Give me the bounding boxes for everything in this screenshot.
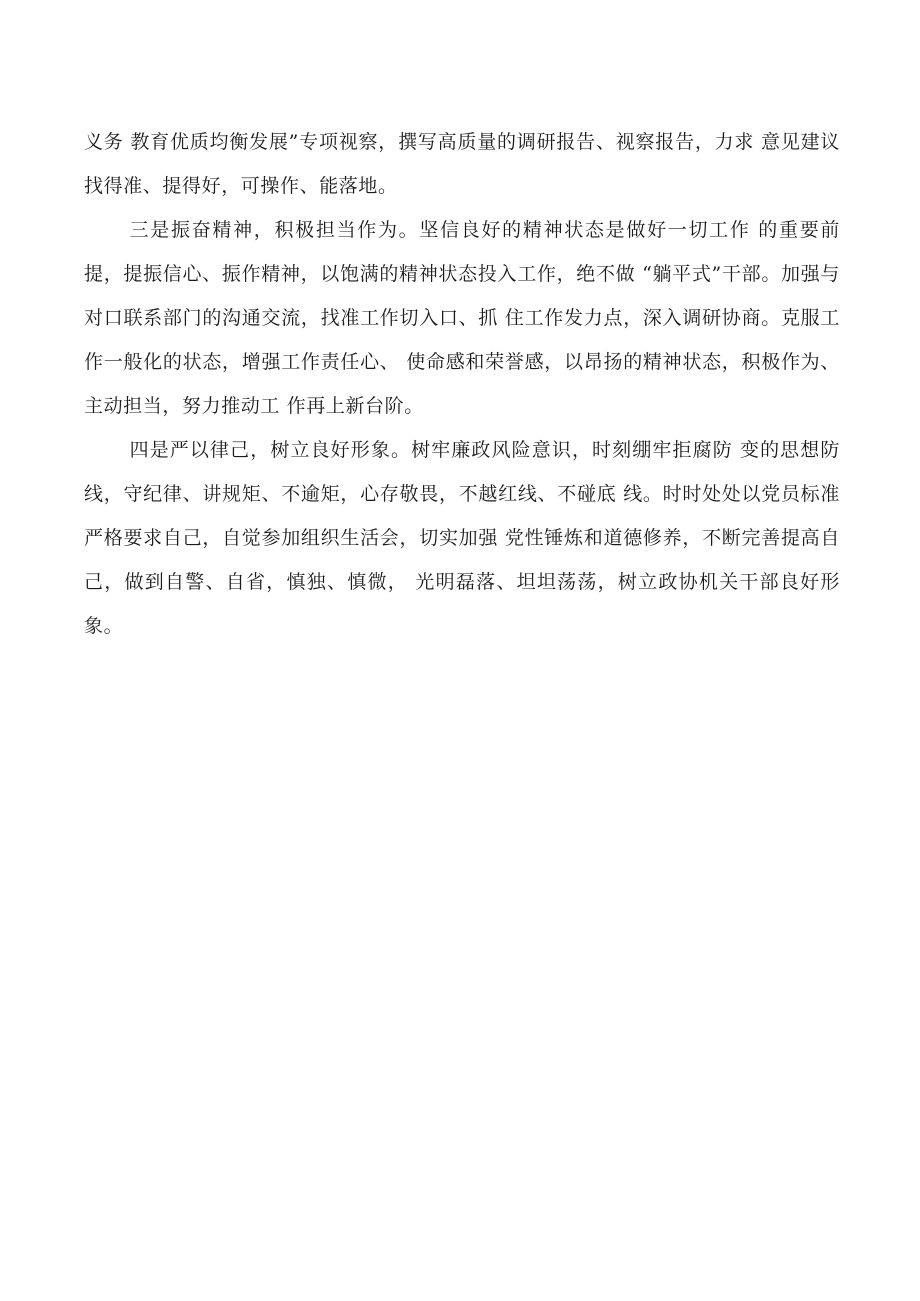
paragraph-three: 三是振奋精神，积极担当作为。坚信良好的精神状态是做好一切工作 的重要前提，提振信心、振作精神，以饱满的精神状态投入工作，绝不做 “躺平式”干部。加强与对口联系部门的沟通交流，找准工作切入口、抓 住工作发力点，深入调研协商。克服工作一般化的状态，增强工作责任心、 使命感和荣誉感，以昂扬的精神状态，积极作为、主动担当，努力推动工 作再上新台阶。 bbox=[84, 219, 840, 417]
paragraph-four: 四是严以律己，树立良好形象。树牢廉政风险意识，时刻绷牢拒腐防 变的思想防线，守纪律、讲规矩、不逾矩，心存敬畏，不越红线、不碰底 线。时时处处以党员标准严格要求自己，自觉参加组织生活会，切实加强 党性锤炼和道德修养，不断完善提高自己，做到自警、自省，慎独、慎微， 光明磊落、坦坦荡荡，树立政协机关干部良好形象。 bbox=[84, 439, 840, 637]
document-body bbox=[84, 120, 840, 648]
paragraph-continuation: 义务 教育优质均衡发展”专项视察，撰写高质量的调研报告、视察报告，力求 意见建议找得准、提得好，可操作、能落地。 bbox=[84, 131, 840, 197]
